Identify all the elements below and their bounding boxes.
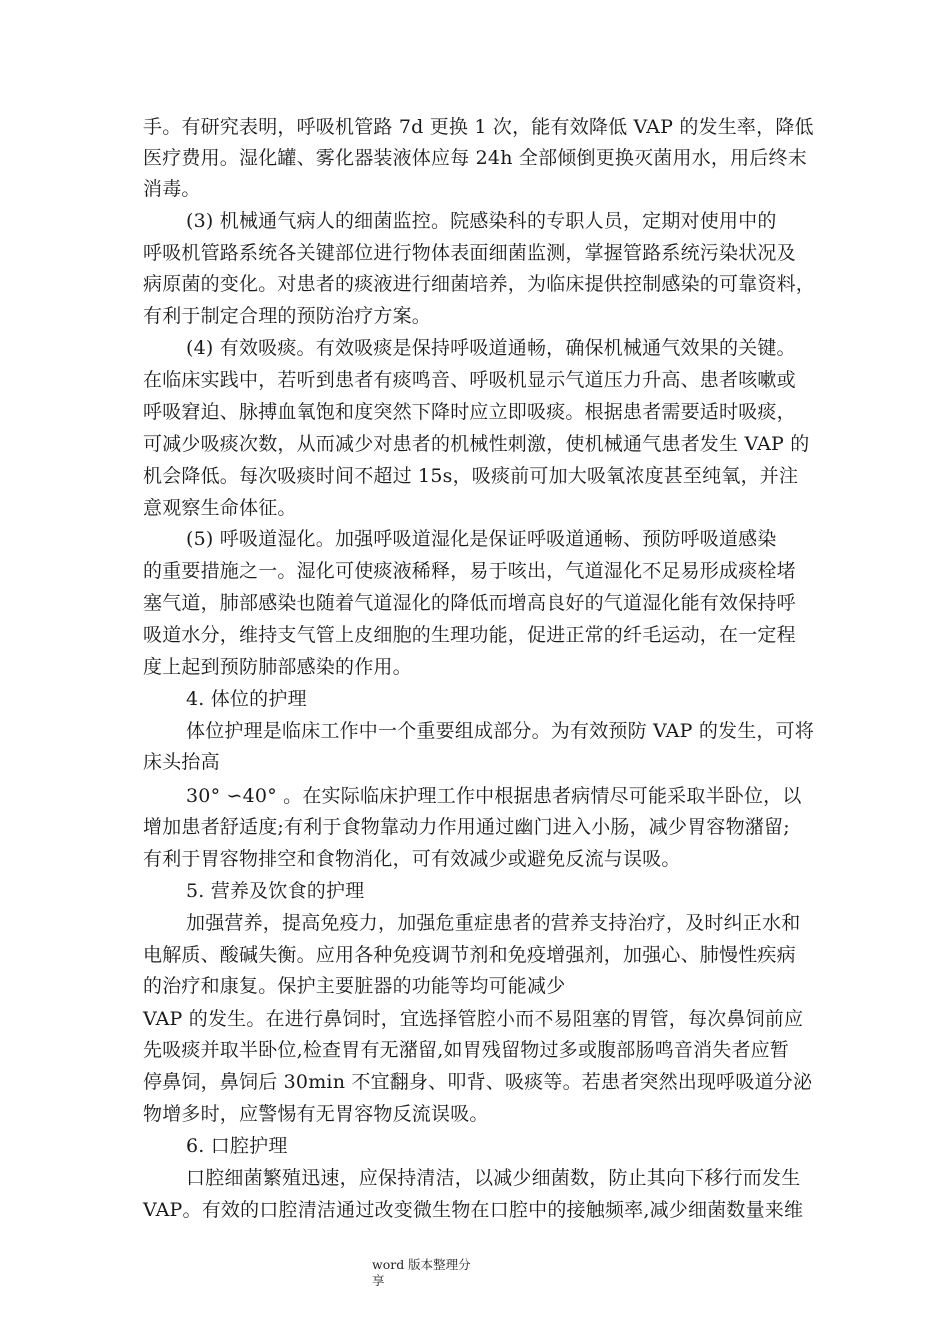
body-line: 30° ∽40° 。在实际临床护理工作中根据患者病情尽可能采取半卧位，以 — [186, 785, 802, 807]
paragraph-start: (4) 有效吸痰。有效吸痰是保持呼吸道通畅，确保机械通气效果的关键。 — [186, 337, 796, 359]
body-line: 有利于胃容物排空和食物消化，可有效减少或避免反流与误吸。 — [143, 848, 681, 870]
body-line: 度上起到预防肺部感染的作用。 — [143, 656, 412, 678]
body-line: 停鼻饲，鼻饲后 30min 不宜翻身、叩背、吸痰等。若患者突然出现呼吸道分泌 — [143, 1071, 813, 1093]
body-line: 物增多时，应警惕有无胃容物反流误吸。 — [143, 1103, 489, 1125]
paragraph-start: (3) 机械通气病人的细菌监控。院感染科的专职人员，定期对使用中的 — [186, 210, 777, 232]
body-line: 的治疗和康复。保护主要脏器的功能等均可能减少 — [143, 975, 566, 997]
body-line: 吸道水分，维持支气管上皮细胞的生理功能，促进正常的纤毛运动，在一定程 — [143, 624, 796, 646]
body-line: 电解质、酸碱失衡。应用各种免疫调节剂和免疫增强剂，加强心、肺慢性疾病 — [143, 944, 796, 966]
section-heading: 5. 营养及饮食的护理 — [186, 880, 365, 902]
body-line: 床头抬高 — [143, 751, 220, 773]
body-line: 有利于制定合理的预防治疗方案。 — [143, 305, 432, 327]
body-line: 的重要措施之一。湿化可使痰液稀释，易于咳出，气道湿化不足易形成痰栓堵 — [143, 560, 796, 582]
body-line: 呼吸机管路系统各关键部位进行物体表面细菌监测，掌握管路系统污染状况及 — [143, 242, 796, 264]
body-line: 呼吸窘迫、脉搏血氧饱和度突然下降时应立即吸痰。根据患者需要适时吸痰， — [143, 401, 796, 423]
body-line: 意观察生命体征。 — [143, 497, 297, 519]
body-line: 在临床实践中，若听到患者有痰鸣音、呼吸机显示气道压力升高、患者咳嗽或 — [143, 369, 796, 391]
paragraph-start: 加强营养，提高免疫力，加强危重症患者的营养支持治疗，及时纠正水和 — [186, 912, 801, 934]
body-line: 塞气道，肺部感染也随着气道湿化的降低而增高良好的气道湿化能有效保持呼 — [143, 592, 796, 614]
section-heading: 4. 体位的护理 — [186, 688, 307, 710]
body-line: 病原菌的变化。对患者的痰液进行细菌培养，为临床提供控制感染的可靠资料， — [143, 273, 816, 295]
body-line: 可减少吸痰次数，从而减少对患者的机械性刺激，使机械通气患者发生 VAP 的 — [143, 433, 810, 455]
body-line: 消毒。 — [143, 178, 201, 200]
body-line: 手。有研究表明，呼吸机管路 7d 更换 1 次，能有效降低 VAP 的发生率，降低 — [143, 116, 814, 138]
paragraph-start: 体位护理是临床工作中一个重要组成部分。为有效预防 VAP 的发生，可将 — [186, 720, 815, 742]
body-line: 增加患者舒适度;有利于食物靠动力作用通过幽门进入小肠，减少胃容物潴留; — [143, 816, 790, 838]
body-line: VAP。有效的口腔清洁通过改变微生物在口腔中的接触频率,减少细菌数量来维 — [143, 1199, 804, 1221]
body-line: 机会降低。每次吸痰时间不超过 15s，吸痰前可加大吸氧浓度甚至纯氧，并注 — [143, 465, 799, 487]
paragraph-start: (5) 呼吸道湿化。加强呼吸道湿化是保证呼吸道通畅、预防呼吸道感染 — [186, 528, 777, 550]
body-line: 医疗费用。湿化罐、雾化器装液体应每 24h 全部倾倒更换灭菌用水，用后终末 — [143, 147, 807, 169]
footer-text: word 版本整理分 — [372, 1257, 471, 1272]
body-line: 先吸痰并取半卧位,检查胃有无潴留,如胃残留物过多或腹部肠鸣音消失者应暂 — [143, 1039, 790, 1061]
body-line: VAP 的发生。在进行鼻饲时，宜选择管腔小而不易阻塞的胃管，每次鼻饲前应 — [143, 1008, 804, 1030]
paragraph-start: 口腔细菌繁殖迅速，应保持清洁，以减少细菌数，防止其向下移行而发生 — [186, 1167, 801, 1189]
section-heading: 6. 口腔护理 — [186, 1135, 288, 1157]
footer-text: 享 — [372, 1273, 385, 1288]
